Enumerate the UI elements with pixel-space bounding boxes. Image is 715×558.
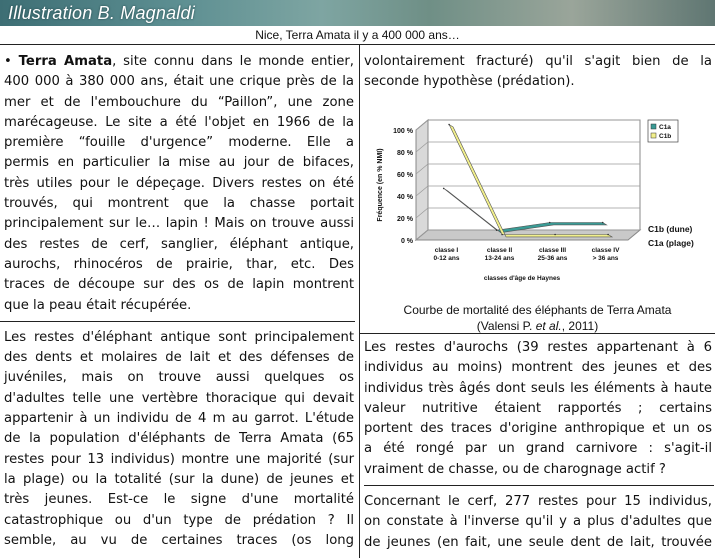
text-line: restes pour 13 individus) montre une majorité (sur (4, 451, 354, 467)
series-depth-label: C1b (dune) (648, 224, 693, 234)
chart-side-wall (416, 120, 428, 240)
text-line: de la population d'éléphants de Terra Amata (65 (4, 431, 354, 447)
banner-caption: Nice, Terra Amata il y a 400 000 ans… (255, 28, 460, 42)
caption-fragment: et al. (535, 319, 562, 333)
legend-label: C1b (659, 133, 672, 140)
text-line: 400 000 à 380 000 ans, était une crique près de la (4, 74, 354, 90)
caption-fragment: (Valensi P. (476, 319, 536, 333)
x-tick-label: classe II (486, 247, 513, 254)
y-tick-label: 20 % (397, 216, 413, 223)
text-line: seconde hypothèse (prédation). (364, 74, 575, 90)
text-line: très utiles pour le dépeçage. Divers restes on été (4, 175, 354, 191)
text-line: individus très âgés dont seuls les éléments à haute (364, 380, 712, 396)
text-line: que la peau était récupérée. (4, 297, 192, 313)
x-tick-label: 25-36 ans (537, 255, 568, 262)
left-column (4, 52, 354, 551)
data-point-C1a (549, 222, 551, 224)
x-axis-label: classes d'âge de Haynes (483, 275, 561, 282)
paragraph-rule (0, 321, 355, 322)
text-line: Les restes d'éléphant antique sont principalement (4, 329, 354, 345)
text-fragment: , site connu dans le monde entier, (112, 54, 354, 69)
x-tick-label: 13-24 ans (484, 255, 515, 262)
text-line: marécageuse. Le site a été l'objet en 1966 de la (4, 114, 354, 130)
text-line: Concernant le cerf, 277 restes pour 15 individus, (364, 494, 712, 510)
text-line: appartenir à un individu de 4 m au garrot. L'étude (4, 411, 354, 427)
text-line: très jeunes. Est-ce le signe d'une mortalité (4, 492, 354, 508)
data-point-C1a (443, 188, 445, 190)
text-line: d'adultes telle une vertèbre thoracique qui devait (4, 390, 354, 406)
text-line: la plage) ou la totalité (sur la dune) de jeunes et (4, 471, 354, 487)
data-point-C1b (554, 234, 556, 236)
legend-swatch (651, 133, 656, 138)
text-line: première “fouille d'urgence” moderne. Elle a (4, 135, 354, 151)
data-point-C1b (501, 234, 503, 236)
text-line (4, 52, 354, 72)
text-line: mer et de l'embouchure du “Paillon”, une zone (4, 94, 354, 110)
x-tick-label: classe III (538, 247, 567, 254)
x-tick-label: classe IV (591, 247, 620, 254)
text-line: traces de découpe sur des os de lapin montrent (4, 277, 354, 293)
text-line: aurochs, rhinocéros de prairie, thar, etc. Des (4, 256, 354, 272)
text-line: portent des traces d'origine anthropique et un os (364, 421, 712, 437)
figure-caption-line: Courbe de mortalité des éléphants de Terra Amata (403, 303, 672, 317)
text-line: semble, au vu de certaines traces (os long (4, 532, 354, 548)
y-tick-label: 40 % (397, 194, 413, 201)
x-tick-label: > 36 ans (592, 255, 619, 262)
banner-title: Illustration B. Magnaldi (8, 3, 195, 23)
text-line: trouvés, qui montrent que la chasse portait (4, 196, 354, 212)
data-point-C1b (607, 234, 609, 236)
text-line: des dents et molaires de lait et des défenses de (4, 350, 354, 366)
header-banner (0, 0, 715, 26)
text-line: principalement sur le… lapin ! Mais on trouve aussi (4, 216, 354, 232)
y-tick-label: 100 % (393, 128, 413, 135)
legend-swatch (651, 124, 656, 129)
text-line: juvéniles, mais on trouve aussi quelques os (4, 370, 354, 386)
data-point-C1a (602, 222, 604, 224)
bullet: • (4, 54, 12, 69)
text-line: on constate à l'inverse qu'il y a plus d'adultes que (364, 514, 712, 530)
right-column-top (364, 52, 712, 93)
caption-fragment: , 2011) (561, 319, 599, 333)
data-point-C1a (496, 229, 498, 231)
text-line: de jeunes (en fait, une seule dent de lait, trouvée (364, 534, 712, 550)
paragraph-rule (360, 333, 715, 334)
x-tick-label: 0-12 ans (433, 255, 460, 262)
column-divider (359, 44, 360, 558)
y-tick-label: 80 % (397, 150, 413, 157)
right-column-bottom (364, 338, 712, 553)
text-line: a été rongé par un grand carnivore : s'agit-il (364, 441, 712, 457)
text-line: vraiment de chasse, ou de charognage actif ? (364, 461, 666, 477)
text-line: valeur nutritive étaient rapportés ; certains (364, 400, 712, 416)
legend-label: C1a (659, 124, 671, 131)
y-axis-label: Fréquence (en % NMI) (377, 148, 384, 222)
top-rule (0, 44, 715, 45)
text-line: individus au moins) montrent des jeunes et des (364, 360, 712, 376)
data-point-C1b (448, 124, 450, 126)
text-line: Les restes d'aurochs (39 restes appartenant à 6 (364, 340, 712, 355)
chart-svg (366, 112, 710, 302)
text-line: permis en particulier la mise au jour de bifaces, (4, 155, 354, 171)
x-tick-label: classe I (434, 247, 459, 254)
y-tick-label: 0 % (400, 238, 413, 245)
figure-caption-line (360, 318, 715, 334)
series-depth-label: C1a (plage) (648, 238, 694, 248)
paragraph-rule (364, 485, 714, 486)
figure-caption (360, 302, 715, 334)
chart-back-wall (428, 120, 640, 230)
site-name: Terra Amata (18, 54, 113, 69)
text-line: volontairement fracturé) qu'il s'agit bien de la (364, 54, 712, 69)
text-line: catastrophique ou d'un type de prédation ? Il (4, 512, 354, 528)
y-tick-label: 60 % (397, 172, 413, 179)
text-line: des restes de cerf, sanglier, éléphant antique, (4, 236, 354, 252)
